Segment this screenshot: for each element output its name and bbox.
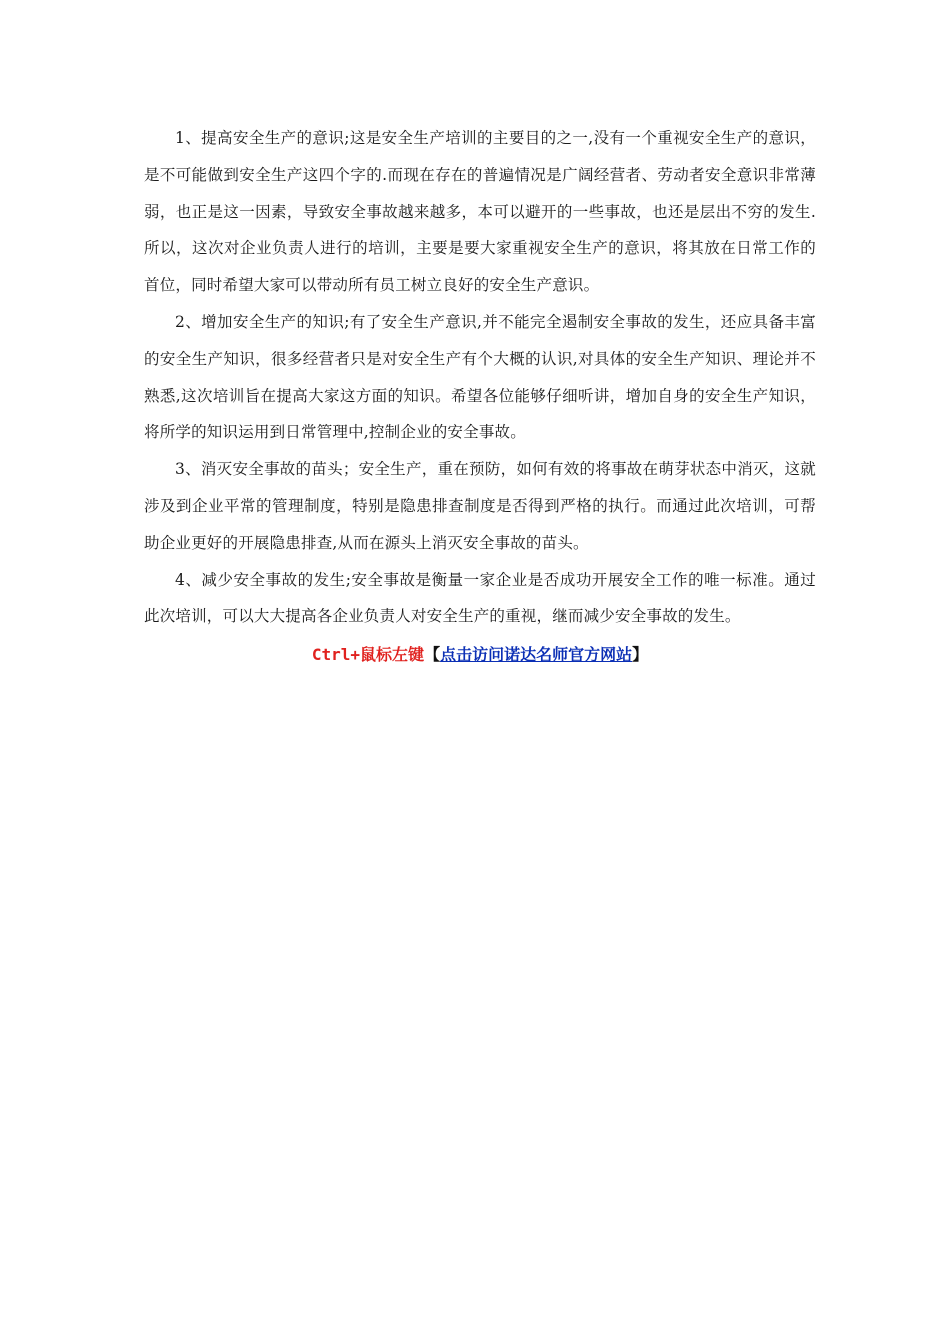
bracket-close: 】 xyxy=(632,645,649,665)
paragraph-4: 4、减少安全事故的发生;安全事故是衡量一家企业是否成功开展安全工作的唯一标准。通过此次培训，可以大大提高各企业负责人对安全生产的重视，继而减少安全事故的发生。 xyxy=(144,570,816,626)
website-link-line xyxy=(144,639,816,671)
official-website-link[interactable]: 点击访问诺达名师官方网站 xyxy=(440,645,633,665)
paragraph-1: 1、提高安全生产的意识;这是安全生产培训的主要目的之一,没有一个重视安全生产的意识，是不可能做到安全生产这四个字的.而现在存在的普遍情况是广阔经营者、劳动者安全意识非常薄弱，也正是这一因素，导致安全事故越来越多，本可以避开的一些事故，也还是层出不穷的发生.所以，这次对企业负责人进行的培训，主要是要大家重视安全生产的意识，将其放在日常工作的首位，同时希望大家可以带动所有员工树立良好的安全生产意识。 xyxy=(144,129,816,295)
document-body xyxy=(144,120,816,671)
bracket-open: 【 xyxy=(424,645,441,665)
paragraph-3: 3、消灭安全事故的苗头；安全生产，重在预防，如何有效的将事故在萌芽状态中消灭，这就涉及到企业平常的管理制度，特别是隐患排查制度是否得到严格的执行。而通过此次培训，可帮助企业更好的开展隐患排查,从而在源头上消灭安全事故的苗头。 xyxy=(144,460,816,552)
ctrl-click-hint: Ctrl+鼠标左键 xyxy=(311,645,425,665)
paragraph-2: 2、增加安全生产的知识;有了安全生产意识,并不能完全遏制安全事故的发生，还应具备丰富的安全生产知识，很多经营者只是对安全生产有个大概的认识,对具体的安全生产知识、理论并不熟悉,这次培训旨在提高大家这方面的知识。希望各位能够仔细听讲，增加自身的安全生产知识，将所学的知识运用到日常管理中,控制企业的安全事故。 xyxy=(144,312,816,442)
